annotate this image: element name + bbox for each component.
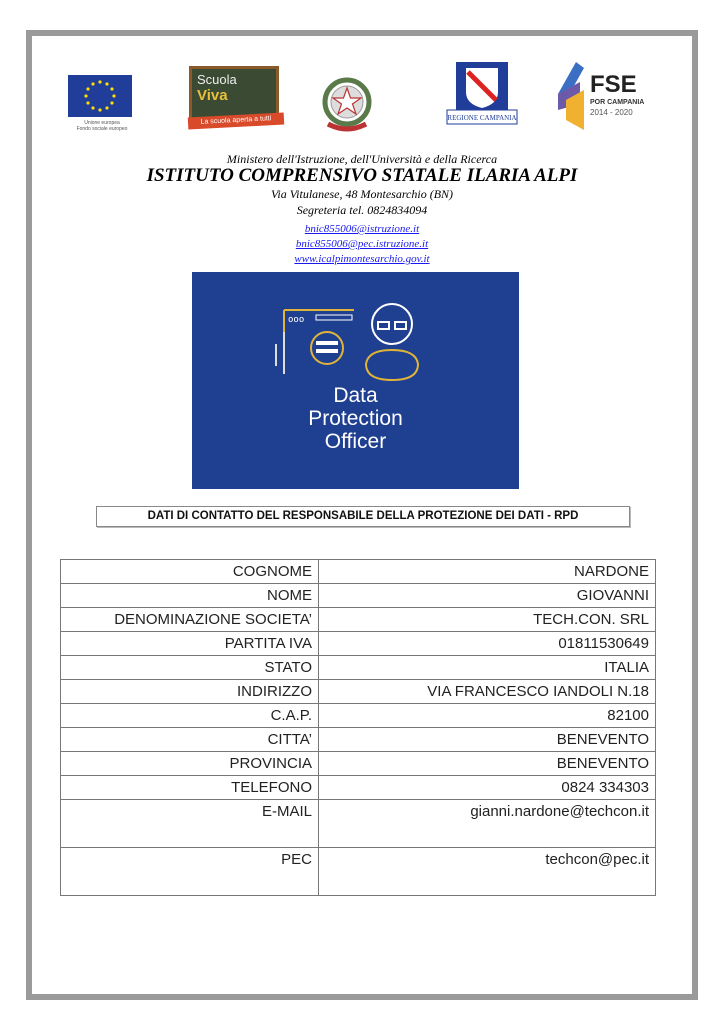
field-label: C.A.P.	[61, 704, 319, 728]
institute-address: Via Vitulanese, 48 Montesarchio (BN)	[270, 187, 454, 201]
dpo-line: Officer	[324, 430, 387, 453]
eu-flag-logo	[68, 75, 132, 117]
table-row	[61, 584, 656, 608]
svg-text:ooo: ooo	[288, 315, 305, 325]
table-row	[61, 848, 656, 896]
field-label: COGNOME	[61, 560, 319, 584]
italian-republic-emblem	[318, 72, 376, 136]
field-value: VIA FRANCESCO IANDOLI N.18	[319, 680, 656, 704]
pec-link[interactable]: bnic855006@pec.istruzione.it	[295, 238, 429, 250]
scuola-tagline: La scuola aperta a tutti	[188, 112, 284, 129]
field-value: TECH.CON. SRL	[319, 608, 656, 632]
contact-table	[60, 559, 656, 896]
field-label: DENOMINAZIONE SOCIETA’	[61, 608, 319, 632]
institute-phone: Segreteria tel. 0824834094	[296, 203, 428, 217]
regione-campania-logo	[446, 62, 518, 126]
dpo-illustration-icon	[272, 294, 442, 384]
field-value: 01811530649	[319, 632, 656, 656]
field-label: STATO	[61, 656, 319, 680]
email-link[interactable]: bnic855006@istruzione.it	[304, 223, 420, 235]
table-row	[61, 800, 656, 848]
viva-text: Viva	[197, 87, 228, 104]
field-label: CITTA’	[61, 728, 319, 752]
table-row	[61, 776, 656, 800]
institute-name: ISTITUTO COMPRENSIVO STATALE ILARIA ALPI	[146, 165, 578, 186]
field-value: 0824 334303	[319, 776, 656, 800]
table-row	[61, 704, 656, 728]
field-value: gianni.nardone@techcon.it	[319, 800, 656, 848]
fse-years: 2014 - 2020	[590, 108, 633, 117]
eu-caption	[62, 120, 142, 132]
field-value: GIOVANNI	[319, 584, 656, 608]
fse-sub: POR CAMPANIA	[590, 99, 645, 106]
table-row	[61, 632, 656, 656]
field-label: E-MAIL	[61, 800, 319, 848]
field-label: NOME	[61, 584, 319, 608]
table-row	[61, 560, 656, 584]
table-row	[61, 608, 656, 632]
field-label: TELEFONO	[61, 776, 319, 800]
table-row	[61, 728, 656, 752]
section-title: DATI DI CONTATTO DEL RESPONSABILE DELLA PROTEZIONE DEI DATI - RPD	[96, 506, 630, 527]
field-value: NARDONE	[319, 560, 656, 584]
field-label: INDIRIZZO	[61, 680, 319, 704]
field-value: BENEVENTO	[319, 728, 656, 752]
dpo-text	[192, 384, 519, 453]
table-row	[61, 656, 656, 680]
dpo-line: Data	[333, 384, 378, 407]
eu-caption-line: Fondo sociale europeo	[76, 126, 128, 132]
field-value: ITALIA	[319, 656, 656, 680]
website-link[interactable]: www.icalpimontesarchio.gov.it	[294, 253, 430, 265]
regione-label: REGIONE CAMPANIA	[447, 114, 517, 122]
scuola-viva-logo	[189, 66, 279, 124]
field-value: BENEVENTO	[319, 752, 656, 776]
field-value: techcon@pec.it	[319, 848, 656, 896]
fse-logo	[556, 60, 656, 130]
field-label: PARTITA IVA	[61, 632, 319, 656]
eu-caption-line: Unione europea	[84, 120, 120, 126]
scuola-text: Scuola	[197, 72, 237, 87]
field-value: 82100	[319, 704, 656, 728]
table-row	[61, 680, 656, 704]
field-label: PROVINCIA	[61, 752, 319, 776]
ministry-line: Ministero dell'Istruzione, dell'Università e della Ricerca	[226, 152, 498, 166]
table-row	[61, 752, 656, 776]
dpo-banner	[192, 272, 519, 489]
fse-title: FSE	[590, 71, 637, 98]
dpo-line: Protection	[308, 407, 403, 430]
field-label: PEC	[61, 848, 319, 896]
